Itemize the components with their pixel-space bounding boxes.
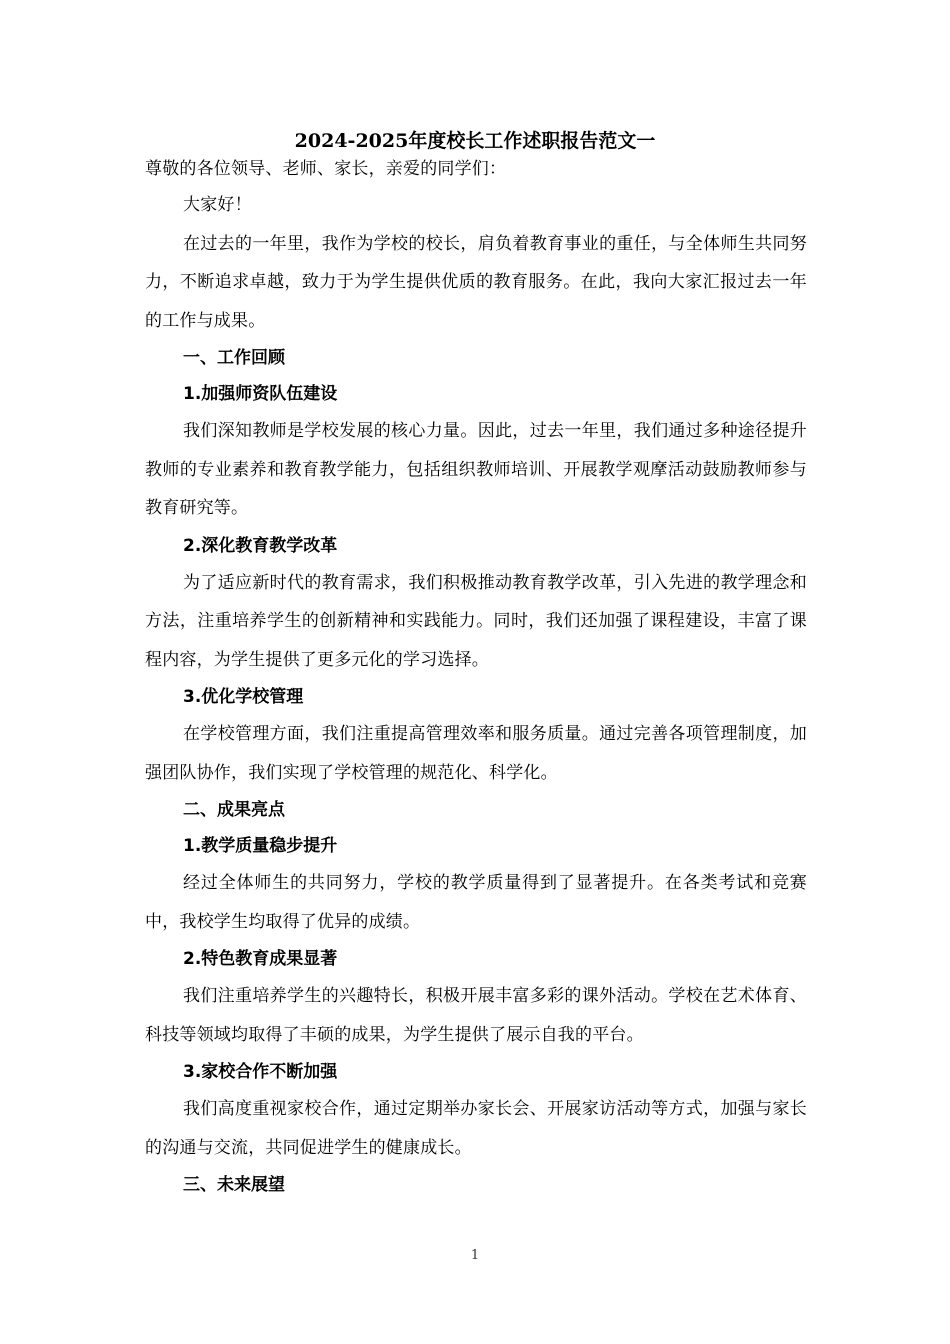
- section-heading-outlook: 三、未来展望: [183, 1175, 285, 1195]
- subheading-management: 3.优化学校管理: [183, 687, 304, 707]
- paragraph-teachers: 我们深知教师是学校发展的核心力量。因此，过去一年里，我们通过多种途径提升教师的专业素养和教育教学能力，包括组织教师培训、开展教学观摩活动鼓励教师参与教育研究等。: [145, 421, 807, 518]
- greeting: 大家好！: [183, 195, 252, 215]
- section-heading-highlights: 二、成果亮点: [183, 800, 285, 820]
- page-number: 1: [470, 1248, 480, 1263]
- subheading-reform: 2.深化教育教学改革: [183, 535, 338, 556]
- salutation: 尊敬的各位领导、老师、家长，亲爱的同学们：: [145, 159, 507, 179]
- paragraph-reform: 为了适应新时代的教育需求，我们积极推动教育教学改革，引入先进的教学理念和方法，注重培养学生的创新精神和实践能力。同时，我们还加强了课程建设，丰富了课程内容，为学生提供了更多元化的学习选择。: [145, 572, 807, 670]
- subheading-teachers: 1.加强师资队伍建设: [183, 384, 338, 404]
- paragraph-special-education: 我们注重培养学生的兴趣特长，积极开展丰富多彩的课外活动。学校在艺术体育、科技等领域均取得了丰硕的成果，为学生提供了展示自我的平台。: [145, 986, 807, 1045]
- document-body: [145, 154, 807, 1203]
- paragraph-quality: 经过全体师生的共同努力，学校的教学质量得到了显著提升。在各类考试和竞赛中，我校学生均取得了优异的成绩。: [145, 873, 807, 932]
- paragraph-home-school: 我们高度重视家校合作，通过定期举办家长会、开展家访活动等方式，加强与家长的沟通与交流，共同促进学生的健康成长。: [145, 1099, 807, 1158]
- paragraph-management: 在学校管理方面，我们注重提高管理效率和服务质量。通过完善各项管理制度，加强团队协作，我们实现了学校管理的规范化、科学化。: [145, 724, 807, 783]
- section-heading-review: 一、工作回顾: [183, 348, 285, 368]
- subheading-quality: 1.教学质量稳步提升: [183, 836, 338, 856]
- subheading-home-school: 3.家校合作不断加强: [183, 1062, 338, 1082]
- document-title: 2024-2025年度校长工作述职报告范文一: [294, 130, 656, 152]
- subheading-special-education: 2.特色教育成果显著: [183, 949, 338, 969]
- intro-paragraph: 在过去的一年里，我作为学校的校长，肩负着教育事业的重任，与全体师生共同努力，不断追求卓越，致力于为学生提供优质的教育服务。在此，我向大家汇报过去一年的工作与成果。: [145, 233, 807, 331]
